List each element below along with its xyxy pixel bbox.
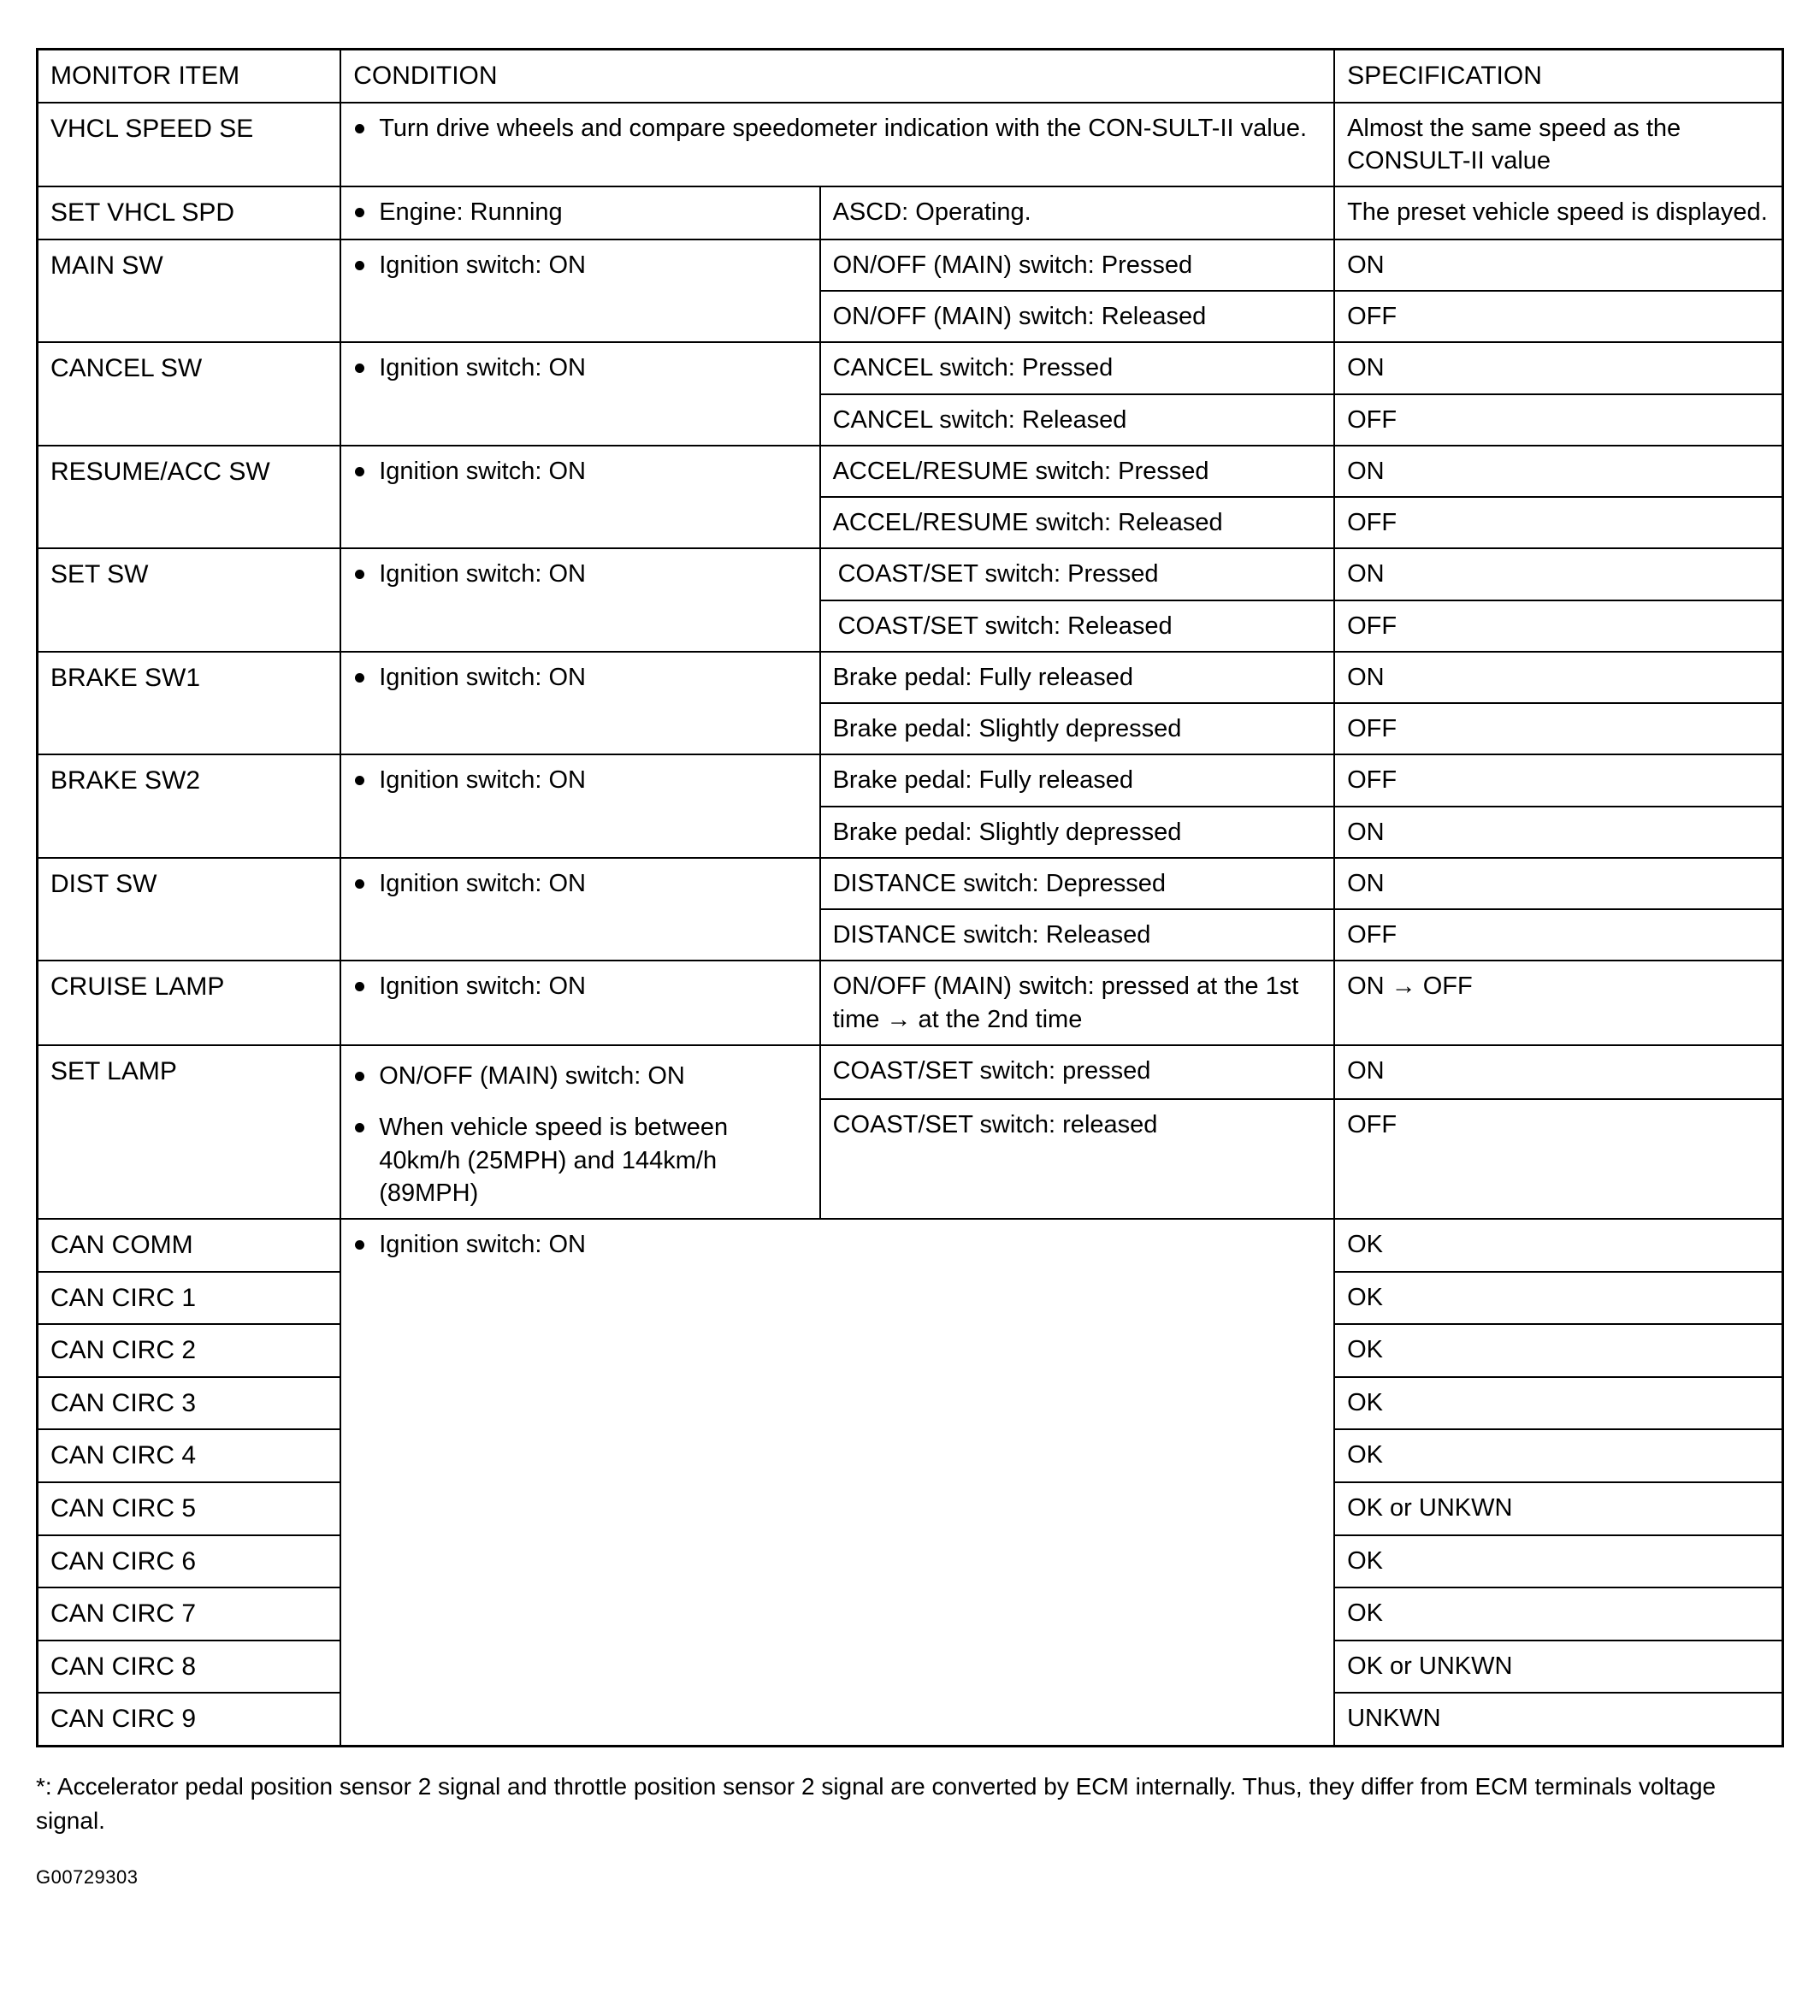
monitor-item-name: CAN CIRC 7 <box>38 1587 341 1641</box>
condition-text: Ignition switch: ON <box>353 1228 1321 1261</box>
condition-text: Ignition switch: ON <box>353 249 807 281</box>
monitor-item-name: CAN CIRC 9 <box>38 1693 341 1746</box>
monitor-item-name: CAN CIRC 3 <box>38 1377 341 1430</box>
document-id: G00729303 <box>36 1866 139 1889</box>
specification-cell: ON <box>1334 858 1782 909</box>
specification-cell: ON <box>1334 342 1782 393</box>
table-row <box>38 1045 1783 1099</box>
monitor-item-name: SET VHCL SPD <box>38 186 341 239</box>
monitor-item-name: RESUME/ACC SW <box>38 446 341 549</box>
table-row <box>38 1219 1783 1272</box>
monitor-item-name: DIST SW <box>38 858 341 961</box>
specification-cell: UNKWN <box>1334 1693 1782 1746</box>
specification-cell: OFF <box>1334 497 1782 548</box>
specification-cell: OFF <box>1334 754 1782 806</box>
condition-cell-secondary: Brake pedal: Slightly depressed <box>820 703 1335 754</box>
condition-cell-primary <box>340 652 819 755</box>
table-header-row <box>38 50 1783 103</box>
specification-cell: OK <box>1334 1324 1782 1377</box>
header-specification: SPECIFICATION <box>1334 50 1782 103</box>
table-row <box>38 446 1783 497</box>
specification-cell: OK <box>1334 1272 1782 1325</box>
condition-cell-secondary: Brake pedal: Fully released <box>820 754 1335 806</box>
condition-cell-primary <box>340 186 819 239</box>
condition-cell-secondary: ON/OFF (MAIN) switch: pressed at the 1st time → at the 2nd time <box>820 961 1335 1045</box>
monitor-item-name: BRAKE SW2 <box>38 754 341 858</box>
condition-cell-secondary: Brake pedal: Fully released <box>820 652 1335 703</box>
specification-cell: ON <box>1334 446 1782 497</box>
table-row <box>38 961 1783 1045</box>
condition-cell-primary <box>340 754 819 858</box>
condition-text: Ignition switch: ON <box>353 558 807 590</box>
specification-cell: OFF <box>1334 600 1782 652</box>
monitor-item-name: CAN CIRC 8 <box>38 1641 341 1694</box>
monitor-item-name: SET LAMP <box>38 1045 341 1219</box>
table-row <box>38 652 1783 703</box>
condition-text: Turn drive wheels and compare speedometer indication with the CON-SULT-II value. <box>353 112 1321 145</box>
condition-text: Ignition switch: ON <box>353 352 807 384</box>
specification-cell: OK or UNKWN <box>1334 1482 1782 1535</box>
monitor-item-name: CAN CIRC 2 <box>38 1324 341 1377</box>
monitor-item-name: VHCL SPEED SE <box>38 103 341 187</box>
specification-cell: OFF <box>1334 1099 1782 1219</box>
monitor-item-name: CAN CIRC 6 <box>38 1535 341 1588</box>
header-monitor-item: MONITOR ITEM <box>38 50 341 103</box>
condition-cell-secondary: COAST/SET switch: released <box>820 1099 1335 1219</box>
specification-cell: ON <box>1334 239 1782 291</box>
condition-cell-primary <box>340 858 819 961</box>
monitor-item-name: CAN CIRC 1 <box>38 1272 341 1325</box>
specification-cell: ON <box>1334 652 1782 703</box>
table-row <box>38 186 1783 239</box>
condition-cell-primary <box>340 239 819 343</box>
condition-cell-secondary: CANCEL switch: Released <box>820 394 1335 446</box>
condition-cell-secondary: COAST/SET switch: pressed <box>820 1045 1335 1099</box>
condition-text-1: ON/OFF (MAIN) switch: ON <box>353 1060 807 1092</box>
monitor-item-name: BRAKE SW1 <box>38 652 341 755</box>
specification-cell: OK <box>1334 1377 1782 1430</box>
specification-cell: OK or UNKWN <box>1334 1641 1782 1694</box>
specification-cell: ON <box>1334 548 1782 600</box>
monitor-item-name: CRUISE LAMP <box>38 961 341 1045</box>
table-row <box>38 548 1783 600</box>
specification-cell: Almost the same speed as the CONSULT-II value <box>1334 103 1782 187</box>
specification-cell: OFF <box>1334 909 1782 961</box>
condition-text: Ignition switch: ON <box>353 867 807 900</box>
condition-cell-secondary: COAST/SET switch: Pressed <box>820 548 1335 600</box>
condition-cell-secondary: ACCEL/RESUME switch: Released <box>820 497 1335 548</box>
footnote: *: Accelerator pedal position sensor 2 signal and throttle position sensor 2 signal are converted by ECM internally. Thus, they differ from ECM terminals voltage signal. <box>36 1772 1717 1834</box>
specification-cell: OFF <box>1334 394 1782 446</box>
monitor-item-name: CAN CIRC 4 <box>38 1429 341 1482</box>
specification-cell: OFF <box>1334 703 1782 754</box>
specification-cell: OK <box>1334 1587 1782 1641</box>
condition-cell-secondary: ASCD: Operating. <box>820 186 1335 239</box>
condition-text: Ignition switch: ON <box>353 661 807 694</box>
table-row <box>38 103 1783 187</box>
condition-cell-primary <box>340 1045 819 1219</box>
table-row <box>38 342 1783 393</box>
condition-text: Ignition switch: ON <box>353 455 807 488</box>
header-condition: CONDITION <box>340 50 1334 103</box>
condition-cell-secondary: CANCEL switch: Pressed <box>820 342 1335 393</box>
specification-cell: OK <box>1334 1429 1782 1482</box>
condition-text: Ignition switch: ON <box>353 764 807 796</box>
specification-cell: ON <box>1334 1045 1782 1099</box>
condition-cell-secondary: DISTANCE switch: Depressed <box>820 858 1335 909</box>
condition-cell-primary <box>340 548 819 652</box>
specification-cell: ON → OFF <box>1334 961 1782 1045</box>
condition-text-2: When vehicle speed is between 40km/h (25MPH) and 144km/h (89MPH) <box>353 1111 807 1209</box>
condition-cell-primary <box>340 961 819 1045</box>
condition-cell-secondary: ON/OFF (MAIN) switch: Released <box>820 291 1335 342</box>
condition-cell-secondary: COAST/SET switch: Released <box>820 600 1335 652</box>
monitor-item-name: SET SW <box>38 548 341 652</box>
condition-cell-secondary: DISTANCE switch: Released <box>820 909 1335 961</box>
monitor-item-specification-table <box>36 48 1784 1747</box>
table-row <box>38 239 1783 291</box>
monitor-item-name: CAN CIRC 5 <box>38 1482 341 1535</box>
condition-text: Engine: Running <box>353 196 807 228</box>
condition-cell <box>340 103 1334 187</box>
table-row <box>38 754 1783 806</box>
condition-cell-primary <box>340 446 819 549</box>
specification-cell: The preset vehicle speed is displayed. <box>1334 186 1782 239</box>
specification-cell: ON <box>1334 807 1782 858</box>
monitor-item-name: CAN COMM <box>38 1219 341 1272</box>
monitor-item-name: CANCEL SW <box>38 342 341 446</box>
monitor-item-name: MAIN SW <box>38 239 341 343</box>
condition-cell-secondary: ACCEL/RESUME switch: Pressed <box>820 446 1335 497</box>
condition-cell-can-group <box>340 1219 1334 1746</box>
table-row <box>38 858 1783 909</box>
specification-cell: OK <box>1334 1219 1782 1272</box>
condition-cell-primary <box>340 342 819 446</box>
condition-text: Ignition switch: ON <box>353 970 807 1002</box>
condition-cell-secondary: Brake pedal: Slightly depressed <box>820 807 1335 858</box>
specification-cell: OK <box>1334 1535 1782 1588</box>
condition-cell-secondary: ON/OFF (MAIN) switch: Pressed <box>820 239 1335 291</box>
specification-cell: OFF <box>1334 291 1782 342</box>
